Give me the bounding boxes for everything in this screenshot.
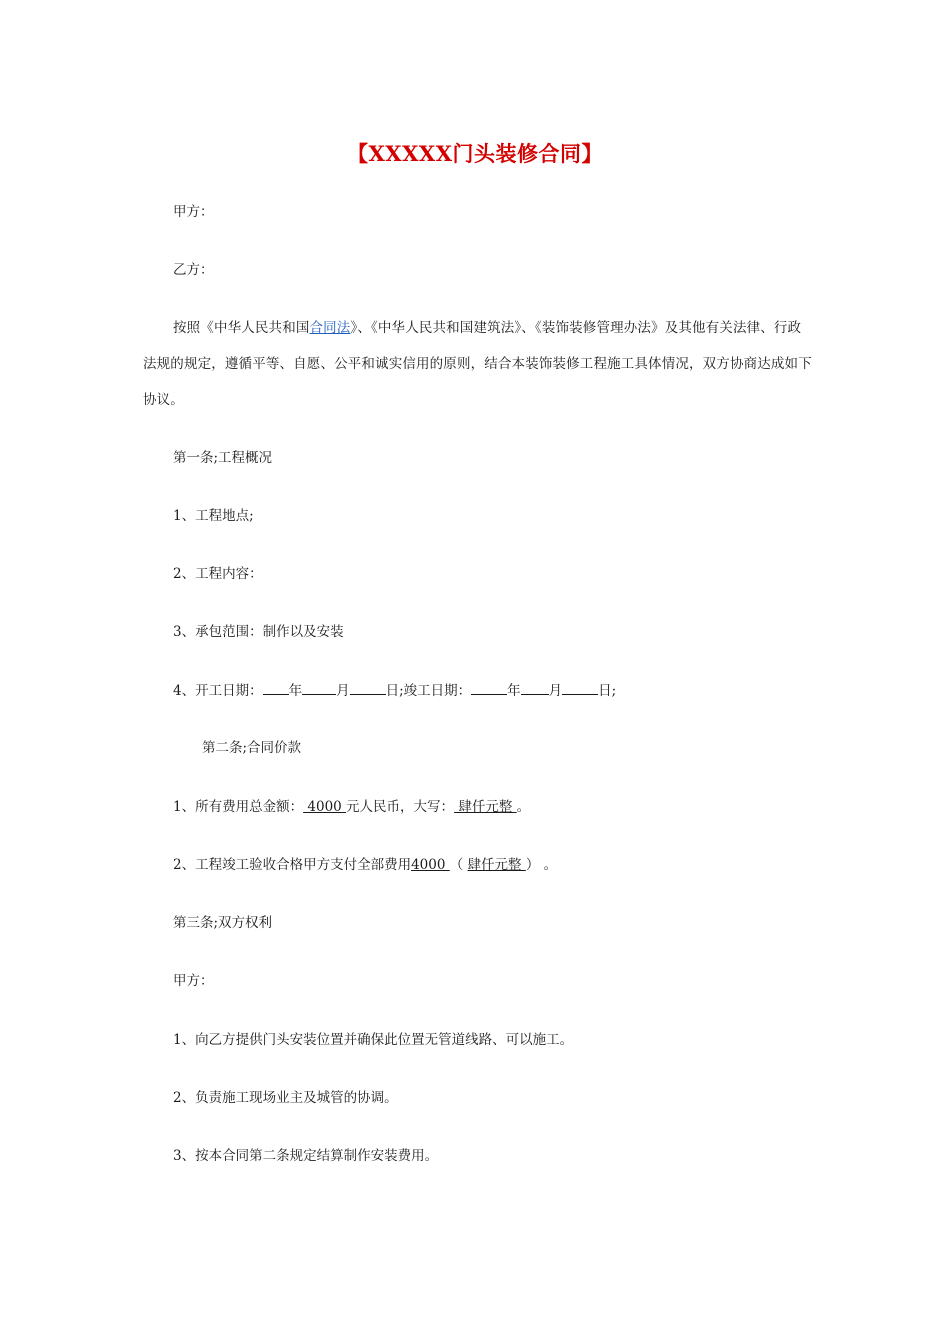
article1-item4 — [173, 680, 616, 701]
article3-party-a: 甲方： — [173, 973, 214, 989]
party-a-label: 甲方： — [173, 204, 214, 220]
end-date-label: 日;竣工日期： — [385, 683, 472, 699]
intro-text-2: 》、《中华人民共和国建筑法》、《装饰装修管理办法》及其他有关法律、行政法规的规定，遵循平等、自愿、公平和诚实信用的原则，结合本装饰装修工程施工具体情况，双方协商达成如下协议。 — [143, 320, 812, 408]
start-date-label: 4、开工日期： — [173, 683, 263, 699]
contract-title: 【XXXXX门头装修合同】 — [347, 141, 603, 166]
article1-heading: 第一条;工程概况 — [173, 450, 273, 466]
payment-label: 2、工程竣工验收合格甲方支付全部费用 — [173, 857, 412, 873]
end-year-blank[interactable] — [471, 680, 507, 695]
article2-heading: 第二条;合同价款 — [202, 740, 302, 756]
month2-label: 月 — [548, 683, 563, 699]
item1-suffix: 。 — [516, 799, 531, 815]
payment-amount: 4000 — [411, 857, 450, 873]
article1-item3: 3、承包范围：制作以及安装 — [173, 624, 344, 640]
end-month-blank[interactable] — [521, 680, 549, 695]
total-amount-words: 肆仟元整 — [454, 799, 517, 815]
year2-label: 年 — [507, 683, 521, 699]
article3-item3: 3、按本合同第二条规定结算制作安装费用。 — [173, 1148, 439, 1164]
start-month-blank[interactable] — [302, 680, 336, 695]
article1-item1: 1、工程地点; — [173, 508, 254, 524]
currency-label: 元人民币，大写： — [346, 799, 455, 815]
paren-open: （ — [449, 857, 468, 873]
article3-heading: 第三条;双方权利 — [173, 915, 273, 931]
day-end-label: 日; — [598, 683, 617, 699]
end-day-blank[interactable] — [562, 680, 598, 695]
article2-item1 — [173, 797, 530, 817]
start-year-blank[interactable] — [263, 680, 289, 695]
article3-item2: 2、负责施工现场业主及城管的协调。 — [173, 1090, 398, 1106]
total-amount-value: 4000 — [303, 799, 347, 815]
article3-item1: 1、向乙方提供门头安装位置并确保此位置无管道线路、可以施工。 — [173, 1032, 574, 1048]
month-label: 月 — [336, 683, 350, 699]
article2-item2 — [173, 855, 557, 875]
paren-close: ） 。 — [525, 857, 558, 873]
start-day-blank[interactable] — [350, 680, 386, 695]
year-label: 年 — [288, 683, 303, 699]
total-amount-label: 1、所有费用总金额： — [173, 799, 304, 815]
party-b-label: 乙方： — [173, 262, 214, 278]
contract-law-link[interactable]: 合同法 — [309, 320, 351, 336]
payment-amount-words: 肆仟元整 — [467, 857, 526, 873]
intro-text-1: 按照《中华人民共和国 — [173, 320, 310, 336]
article1-item2: 2、工程内容： — [173, 566, 263, 582]
intro-paragraph — [143, 310, 813, 418]
